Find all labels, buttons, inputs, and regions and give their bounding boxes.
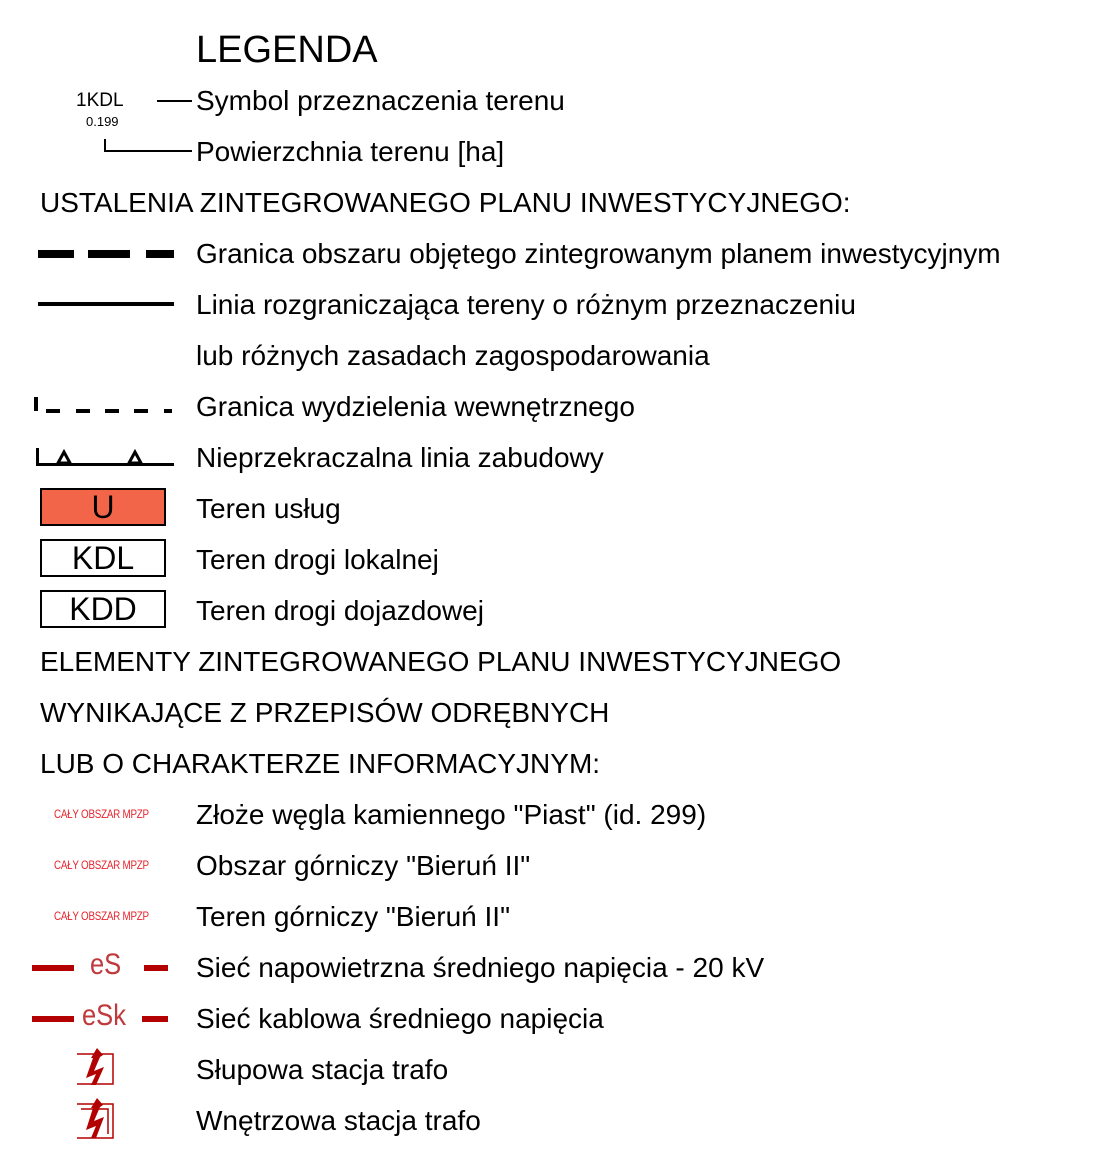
cable-line-left-dash <box>32 1016 74 1022</box>
boundary-label: Granica obszaru objętego zintegrowanym planem inwestycyjnym <box>196 238 1001 269</box>
cable-line-code: eSk <box>82 999 126 1032</box>
zone-box-kdd: KDD <box>40 590 166 628</box>
dividing-line-label-cont: lub różnych zasadach zagospodarowania <box>196 340 710 371</box>
overhead-line-code: eS <box>90 948 122 981</box>
cable-line-right-dash <box>142 1016 168 1022</box>
section1-title: USTALENIA ZINTEGROWANEGO PLANU INWESTYCYJNEGO: <box>40 187 851 218</box>
symbol-desc: Symbol przeznaczenia terenu <box>196 85 565 116</box>
solid-line-icon <box>38 302 174 306</box>
area-leader-line <box>104 139 192 152</box>
section2-title-line2: WYNIKAJĄCE Z PRZEPISÓW ODRĘBNYCH <box>40 697 610 728</box>
pole-transformer-icon <box>76 1048 116 1088</box>
service-zone-label: Teren usług <box>196 493 341 524</box>
mining-area-label: Obszar górniczy "Bieruń II" <box>196 850 531 881</box>
local-road-label: Teren drogi lokalnej <box>196 544 439 575</box>
mining-terrain-label: Teren górniczy "Bieruń II" <box>196 901 511 932</box>
access-road-label: Teren drogi dojazdowej <box>196 595 484 626</box>
building-line-triangles-icon <box>34 448 176 468</box>
cable-line-label: Sieć kablowa średniego napięcia <box>196 1003 604 1034</box>
internal-boundary-label: Granica wydzielenia wewnętrznego <box>196 391 635 422</box>
overhead-line-left-dash <box>32 965 74 971</box>
whole-area-symbol-1: CAŁY OBSZAR MPZP <box>54 807 149 821</box>
building-line-label: Nieprzekraczalna linia zabudowy <box>196 442 604 473</box>
example-symbol-code: 1KDL <box>76 90 124 111</box>
indoor-transformer-label: Wnętrzowa stacja trafo <box>196 1105 481 1136</box>
legend-title: LEGENDA <box>196 29 378 71</box>
whole-area-symbol-2: CAŁY OBSZAR MPZP <box>54 858 149 872</box>
indoor-transformer-icon <box>76 1098 116 1140</box>
example-area-value: 0.199 <box>86 114 119 129</box>
overhead-line-label: Sieć napowietrzna średniego napięcia - 20 kV <box>196 952 765 983</box>
dividing-line-label: Linia rozgraniczająca tereny o różnym przeznaczeniu <box>196 289 856 320</box>
symbol-leader-line <box>157 100 192 102</box>
zone-box-kdl: KDL <box>40 539 166 577</box>
section2-title-line1: ELEMENTY ZINTEGROWANEGO PLANU INWESTYCYJNEGO <box>40 646 842 677</box>
thin-dashed-line-icon <box>34 397 174 417</box>
overhead-line-right-dash <box>144 965 168 971</box>
coal-deposit-label: Złoże węgla kamiennego "Piast" (id. 299) <box>196 799 707 830</box>
pole-transformer-label: Słupowa stacja trafo <box>196 1054 449 1085</box>
whole-area-symbol-3: CAŁY OBSZAR MPZP <box>54 909 149 923</box>
area-desc: Powierzchnia terenu [ha] <box>196 136 505 167</box>
thick-dashed-line-icon <box>38 248 178 260</box>
section2-title-line3: LUB O CHARAKTERZE INFORMACYJNYM: <box>40 748 601 779</box>
zone-box-u: U <box>40 488 166 526</box>
